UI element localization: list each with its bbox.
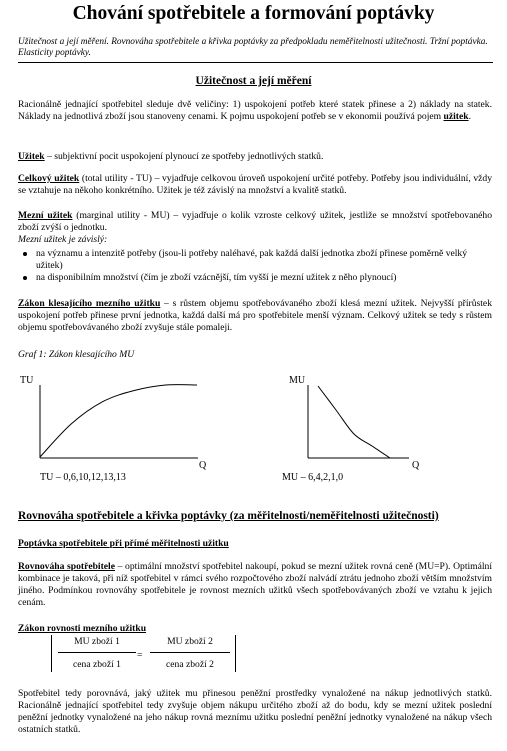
fraction-good-1 bbox=[58, 636, 136, 671]
paragraph-consumer-equilibrium bbox=[18, 561, 492, 609]
paragraph-intro-text: Racionálně jednající spotřebitel sleduje dvě veličiny: 1) uspokojení potřeb které statek přinese a 2) náklady na statek. Náklady na jednotlivá zboží jsou stanoveny cenami. K pojmu uspokojení potřeb se v ekonomii používá pojem bbox=[18, 99, 492, 122]
paragraph-conclusion: Spotřebitel tedy porovnává, jaký užitek mu přinesou peněžní prostředky vynaložené na nákup jednotlivých statků. Racionálně jednající spotřebitel tedy zvyšuje objem nákupu určitého zboží až do bodu, kdy se mezní užitek poslední peněžní jednotky vynaložené na jeho nákup rovná meznímu užitku poslední peněžní jednotky vynaložené na nákup všech ostatních statků. bbox=[18, 688, 492, 735]
tu-q-label: Q bbox=[199, 460, 207, 471]
list-item: na disponibilním množství (čím je zboží vzácnější, tím vyšší je mezní užitek z něho plynoucí) bbox=[18, 272, 488, 284]
subheading-direct-measurability: Poptávka spotřebitele při přímé měřitelnosti užitku bbox=[18, 538, 229, 549]
term-marginal-utility: Mezní užitek bbox=[18, 210, 73, 221]
term-utility: Užitek bbox=[18, 151, 45, 162]
utility-definition-text: – subjektivní pocit uspokojení plynoucí ze spotřeby jednotlivých statků. bbox=[44, 151, 324, 162]
term-law-diminishing-mu: Zákon klesajícího mezního užitku bbox=[18, 298, 161, 309]
term-uzitek: užitek bbox=[443, 111, 469, 122]
paragraph-intro-end: . bbox=[468, 111, 471, 122]
intro-topics: Užitečnost a její měření. Rovnováha spotřebitele a křivka poptávky za předpokladu neměřitelnosti užitečnosti. Tržní poptávka. Elasticity poptávky. bbox=[18, 37, 488, 58]
term-consumer-equilibrium: Rovnováha spotřebitele bbox=[18, 561, 115, 572]
total-utility-text: (total utility - TU) – vyjadřuje celkovou úroveň uspokojení určité potřeby. Potřeby jsou individuální, vždy se vztahuje na někoho konkrétního. Užitek je též závislý na množství a kvalitě statků. bbox=[18, 173, 492, 196]
fraction-good-2 bbox=[150, 636, 230, 671]
document-title: Chování spotřebitele a formování poptávky bbox=[72, 3, 435, 24]
section-heading-equilibrium: Rovnováha spotřebitele a křivka poptávky (za měřitelnosti/neměřitelnosti užitečnosti) bbox=[18, 510, 439, 522]
mu-good-1: MU zboží 1 bbox=[58, 636, 136, 653]
tu-series-label: TU – 0,6,10,12,13,13 bbox=[40, 472, 126, 483]
tu-curve bbox=[40, 385, 197, 457]
price-good-2: cena zboží 2 bbox=[166, 659, 214, 670]
mu-series-label: MU – 6,4,2,1,0 bbox=[282, 472, 344, 483]
consumer-equilibrium-text: – optimální množství spotřebitel nakoupí, pokud se mezní užitek rovná ceně (MU=P). Optimální kombinace je taková, při níž spotřebitel v rámci svého rozpočtového zboží nalvádí ztrátu jednoho zboží větším množstvím jiného. Podmínkou rovnováhy spotřebitele je rovnost mezních užitků všech spotřebovávaných zboží ve vztahu k jejich cenám. bbox=[18, 561, 493, 608]
mu-good-2: MU zboží 2 bbox=[150, 636, 230, 653]
marginal-utility-subhead: Mezní užitek je závislý: bbox=[18, 234, 108, 245]
list-item: na významu a intenzitě potřeby (jsou-li potřeby naléhavé, pak každá další jednotka zboží přinese poměrně velký užitek) bbox=[18, 248, 488, 272]
equals-sign: = bbox=[137, 650, 143, 661]
mu-q-label: Q bbox=[412, 460, 420, 471]
price-good-1: cena zboží 1 bbox=[73, 659, 121, 670]
tu-axis-label: TU bbox=[20, 375, 34, 386]
term-total-utility: Celkový užitek bbox=[18, 173, 80, 184]
section-heading-utility: Užitečnost a její měření bbox=[195, 75, 312, 87]
mu-curve bbox=[318, 386, 390, 458]
marginal-utility-text: (marginal utility - MU) – vyjadřuje o kolik vzroste celkový užitek, jestliže se množství spotřebovaného zboží zvýší o jednotku. bbox=[18, 210, 492, 233]
law-diminishing-mu-text: – s růstem objemu spotřebovávaného zboží klesá mezní užitek. Nejvyšší přírůstek uspokojení potřeb přinese první jednotka, každá další má pro spotřebitele menší význam. Celkový užitek se tedy s růstem objemu spotřebovávaného zboží zvyšuje stále pomaleji. bbox=[18, 298, 492, 333]
law-equal-mu-heading: Zákon rovnosti mezního užitku bbox=[18, 623, 147, 634]
graph-caption: Graf 1: Zákon klesajícího MU bbox=[18, 349, 135, 360]
mu-axis-label: MU bbox=[289, 375, 306, 386]
